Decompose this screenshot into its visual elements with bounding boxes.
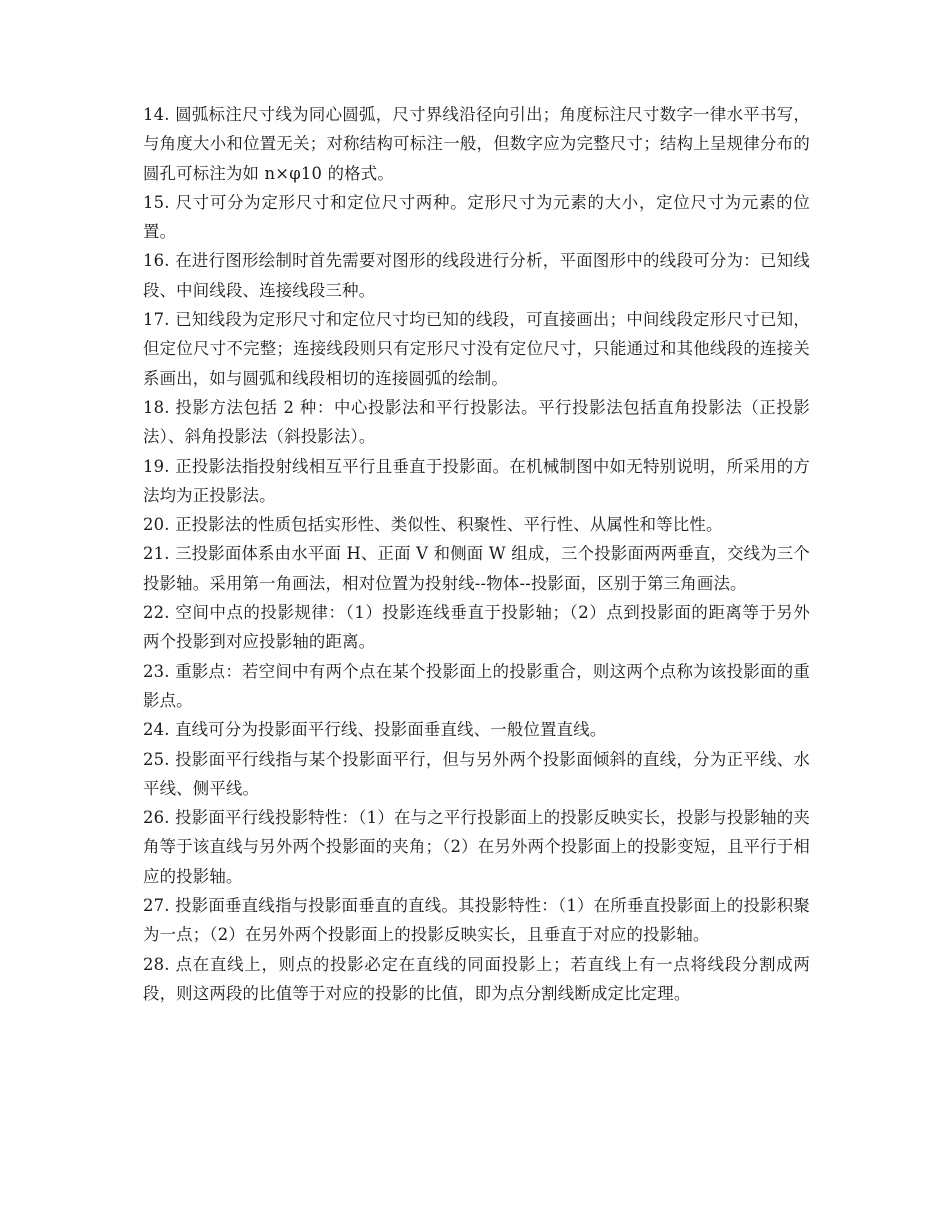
paragraph-27: 27. 投影面垂直线指与投影面垂直的直线。其投影特性：（1）在所垂直投影面上的投影积聚为一点；（2）在另外两个投影面上的投影反映实长，且垂直于对应的投影轴。 bbox=[143, 896, 810, 945]
paragraph-28: 28. 点在直线上，则点的投影必定在直线的同面投影上；若直线上有一点将线段分割成两段，则这两段的比值等于对应的投影的比值，即为点分割线断成定比定理。 bbox=[143, 954, 810, 1003]
paragraph-14: 14. 圆弧标注尺寸线为同心圆弧，尺寸界线沿径向引出；角度标注尺寸数字一律水平书写，与角度大小和位置无关；对称结构可标注一般，但数字应为完整尺寸；结构上呈规律分布的圆孔可标注为如 n×φ10 的格式。 bbox=[143, 105, 810, 183]
paragraph-21: 21. 三投影面体系由水平面 H、正面 V 和侧面 W 组成，三个投影面两两垂直，交线为三个投影轴。采用第一角画法，相对位置为投射线--物体--投影面，区别于第三角画法。 bbox=[143, 544, 810, 593]
paragraph-25: 25. 投影面平行线指与某个投影面平行，但与另外两个投影面倾斜的直线，分为正平线、水平线、侧平线。 bbox=[143, 749, 810, 798]
document-body bbox=[143, 100, 810, 1008]
paragraph-18: 18. 投影方法包括 2 种：中心投影法和平行投影法。平行投影法包括直角投影法（正投影法）、斜角投影法（斜投影法）。 bbox=[143, 397, 810, 447]
paragraph-23: 23. 重影点：若空间中有两个点在某个投影面上的投影重合，则这两个点称为该投影面的重影点。 bbox=[143, 661, 810, 710]
paragraph-19: 19. 正投影法指投射线相互平行且垂直于投影面。在机械制图中如无特别说明，所采用的方法均为正投影法。 bbox=[143, 456, 810, 505]
paragraph-20: 20. 正投影法的性质包括实形性、类似性、积聚性、平行性、从属性和等比性。 bbox=[143, 515, 723, 535]
paragraph-22: 22. 空间中点的投影规律：（1）投影连线垂直于投影轴；（2）点到投影面的距离等于另外两个投影到对应投影轴的距离。 bbox=[143, 603, 810, 652]
paragraph-26: 26. 投影面平行线投影特性：（1）在与之平行投影面上的投影反映实长，投影与投影轴的夹角等于该直线与另外两个投影面的夹角；（2）在另外两个投影面上的投影变短，且平行于相应的投影轴。 bbox=[143, 808, 810, 886]
paragraph-15: 15. 尺寸可分为定形尺寸和定位尺寸两种。定形尺寸为元素的大小，定位尺寸为元素的位置。 bbox=[143, 192, 810, 242]
paragraph-24: 24. 直线可分为投影面平行线、投影面垂直线、一般位置直线。 bbox=[143, 720, 607, 740]
paragraph-16: 16. 在进行图形绘制时首先需要对图形的线段进行分析，平面图形中的线段可分为：已知线段、中间线段、连接线段三种。 bbox=[143, 251, 810, 300]
paragraph-17: 17. 已知线段为定形尺寸和定位尺寸均已知的线段，可直接画出；中间线段定形尺寸已知，但定位尺寸不完整；连接线段则只有定形尺寸没有定位尺寸，只能通过和其他线段的连接关系画出，如与圆弧和线段相切的连接圆弧的绘制。 bbox=[143, 310, 810, 388]
